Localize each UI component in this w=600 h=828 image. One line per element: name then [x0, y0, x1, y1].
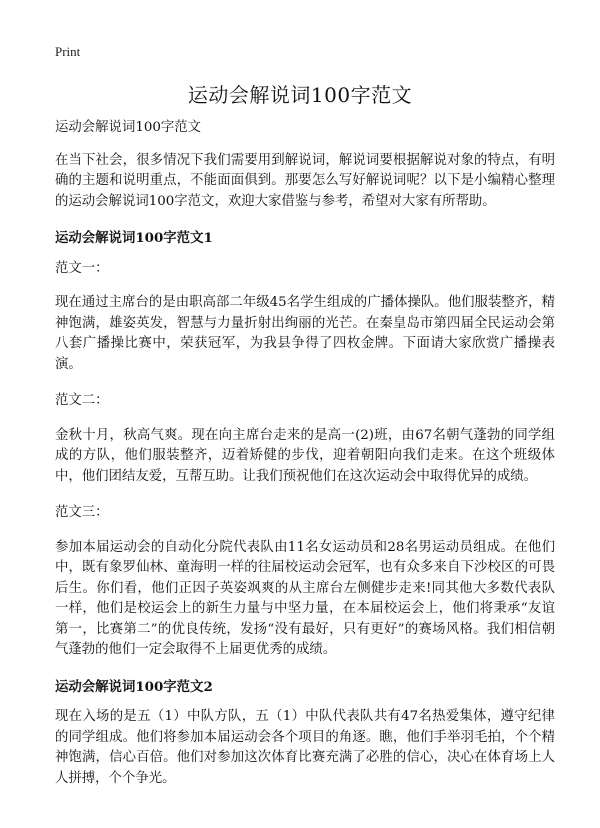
- example-label-1: 范文一：: [55, 260, 109, 276]
- example-paragraph-2: 金秋十月，秋高气爽。现在向主席台走来的是高一(2)班，由67名朝气蓬勃的同学组成的方队，他们服装整齐，迈着矫健的步伐，迎着朝阳向我们走来。在这个班级体中，他们团结友爱，互帮互助。让我们预祝他们在这次运动会中取得优异的成绩。: [55, 427, 555, 484]
- print-link[interactable]: Print: [55, 44, 81, 59]
- example-paragraph-3: 参加本届运动会的自动化分院代表队由11名女运动员和28名男运动员组成。在他们中，既有象罗仙林、童海明一样的往届校运动会冠军，也有众多来自下沙校区的可畏后生。你们看，他们正因子英姿飒爽的从主席台左侧健步走来!同其他大多数代表队一样，他们是校运会上的新生力量与中坚力量，在本届校运会上，他们将秉承“友谊第一，比赛第二”的优良传统，发扬“没有最好，只有更好”的赛场风格。我们相信朝气蓬勃的他们一定会取得不上届更优秀的成绩。: [55, 539, 555, 657]
- example-label-3: 范文三：: [55, 505, 109, 520]
- intro-paragraph: 在当下社会，很多情况下我们需要用到解说词，解说词要根据解说对象的特点，有明确的主题和说明重点，不能面面俱到。那要怎么写好解说词呢？以下是小编精心整理的运动会解说词100字范文，欢迎大家借鉴与参考，希望对大家有所帮助。: [55, 152, 555, 209]
- document-body: [55, 118, 555, 805]
- document-title: 运动会解说词100字范文: [187, 83, 413, 107]
- section-heading-1: 运动会解说词100字范文1: [55, 230, 213, 246]
- example-paragraph-1: 现在通过主席台的是由职高部二年级45名学生组成的广播体操队。他们服装整齐，精神饱满，雄姿英发，智慧与力量折射出绚丽的光芒。在秦皇岛市第四届全民运动会第八套广播操比赛中，荣获冠军，为我县争得了四枚金牌。下面请大家欣赏广播操表演。: [55, 295, 555, 372]
- example-label-2: 范文二：: [55, 393, 109, 408]
- section-heading-2: 运动会解说词100字范文2: [55, 678, 213, 695]
- document-subtitle: 运动会解说词100字范文: [55, 120, 202, 135]
- section-2-paragraph: 现在入场的是五（1）中队方队，五（1）中队代表队共有47名热爱集体，遵守纪律的同学组成。他们将参加本届运动会各个项目的角逐。瞧，他们手举羽毛拍，个个精神饱满，信心百倍。他们对参加这次体育比赛充满了必胜的信心，决心在体育场上人人拼搏，个个争光。: [55, 709, 555, 786]
